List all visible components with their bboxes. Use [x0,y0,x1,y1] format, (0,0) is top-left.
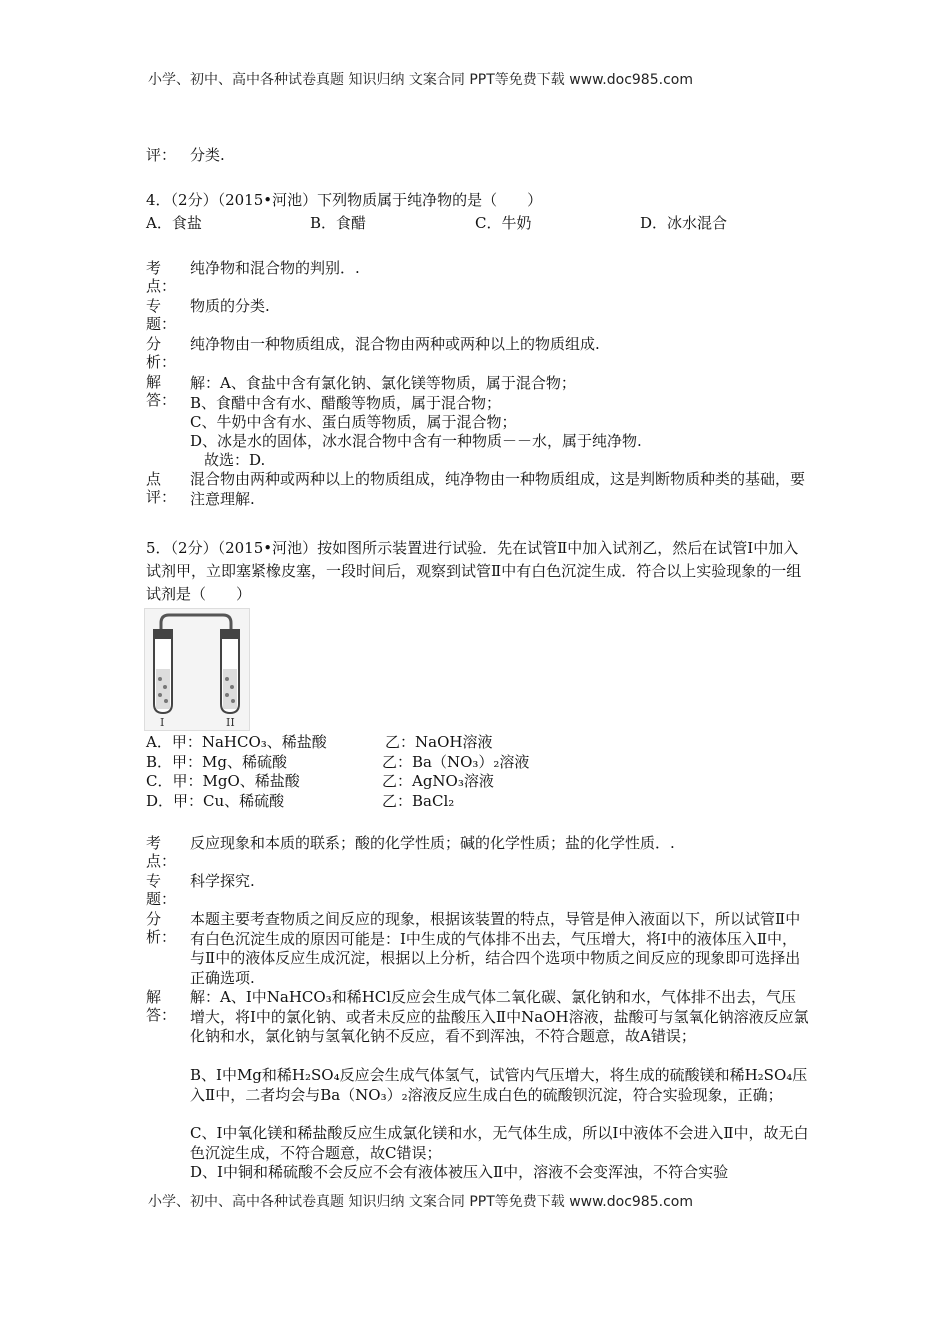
q5-jieda-b: B、Ⅰ中Mg和稀H₂SO₄反应会生成气体氢气，试管内气压增大，将生成的硫酸镁和稀H₂SO₄压入Ⅱ中，二者均会与Ba（NO₃）₂溶液反应生成白色的硫酸钡沉淀，符合实验现象，正确； [190,1066,808,1104]
q5-zhuanti-label: 专题： [146,872,177,908]
q5-jieda-c: C、Ⅰ中氧化镁和稀盐酸反应生成氯化镁和水，无气体生成，所以Ⅰ中液体不会进入Ⅱ中，故无白色沉淀生成，不符合题意，故C错误； [190,1124,809,1162]
q5-option-b-left: B．甲：Mg、稀硫酸 [146,753,287,771]
page-header: 小学、初中、高中各种试卷真题 知识归纳 文案合同 PPT等免费下载 www.doc985.com [148,72,693,88]
q4-option-d: D．冰水混合 [640,214,728,232]
q5-option-d-right: 乙：BaCl₂ [382,792,455,810]
prev-dianping-text: 分类. [190,146,225,164]
q5-fenxi: 本题主要考查物质之间反应的现象，根据该装置的特点，导管是伸入液面以下，所以试管Ⅱ中有白色沉淀生成的原因可能是：Ⅰ中生成的气体排不出去，气压增大，将Ⅰ中的液体压入Ⅱ中，与Ⅱ中的液体反应生成沉淀，根据以上分析，结合四个选项中物质之间反应的现象即可选择出正确选项. [190,910,801,987]
q4-jieda-line: D、冰是水的固体，冰水混合物中含有一种物质－－水，属于纯净物. [190,432,642,450]
q5-option-c-left: C．甲：MgO、稀盐酸 [146,772,300,790]
q4-jieda-line: C、牛奶中含有水、蛋白质等物质，属于混合物； [190,413,517,431]
q4-kaodian-label: 考点： [146,259,177,295]
q5-fenxi-label: 分析： [146,910,177,946]
q4-zhuanti-label: 专题： [146,297,177,333]
q4-dianping: 混合物由两种或两种以上的物质组成，纯净物由一种物质组成，这是判断物质种类的基础，要注意理解. [190,470,806,508]
q5-kaodian-label: 考点： [146,834,177,870]
q4-kaodian: 纯净物和混合物的判别．. [190,259,360,277]
q5-kaodian: 反应现象和本质的联系；酸的化学性质；碱的化学性质；盐的化学性质．. [190,834,675,852]
q4-option-a: A．食盐 [146,214,202,232]
q5-option-d-left: D．甲：Cu、稀硫酸 [146,792,285,810]
q4-option-c: C．牛奶 [475,214,532,232]
q5-option-a-right: 乙：NaOH溶液 [385,733,493,751]
q4-fenxi: 纯净物由一种物质组成，混合物由两种或两种以上的物质组成. [190,335,600,353]
page-footer: 小学、初中、高中各种试卷真题 知识归纳 文案合同 PPT等免费下载 www.doc985.com [148,1194,693,1210]
q4-fenxi-label: 分析： [146,335,177,371]
q4-zhuanti: 物质的分类. [190,297,270,315]
q5-option-b-right: 乙：Ba（NO₃）₂溶液 [382,753,530,771]
test-tube-diagram [145,609,249,730]
q5-option-c-right: 乙：AgNO₃溶液 [382,772,494,790]
q5-stem: 5．（2分）（2015•河池）按如图所示装置进行试验．先在试管Ⅱ中加入试剂乙，然后在试管Ⅰ中加入试剂甲，立即塞紧橡皮塞，一段时间后，观察到试管Ⅱ中有白色沉淀生成．符合以上实验现象的一组试剂是（ ） [146,539,802,603]
q4-dianping-label: 点评： [146,470,177,506]
q4-jieda-line: 解：A、食盐中含有氯化钠、氯化镁等物质，属于混合物； [190,374,576,392]
tube-label-2: II [226,716,235,729]
q4-option-b: B．食醋 [310,214,367,232]
q5-option-a-left: A．甲：NaHCO₃、稀盐酸 [146,733,327,751]
q5-jieda-label: 解答： [146,988,177,1024]
q5-jieda-a: 解：A、Ⅰ中NaHCO₃和稀HCl反应会生成气体二氧化碳、氯化钠和水，气体排不出去，气压增大，将Ⅰ中的氯化钠、或者未反应的盐酸压入Ⅱ中NaOH溶液，盐酸可与氢氧化钠溶液反应氯化钠和水，氯化钠与氢氧化钠不反应，看不到浑浊，不符合题意，故A错误； [190,988,809,1045]
q5-zhuanti: 科学探究. [190,872,255,890]
tube-label-1: I [160,716,165,729]
q4-stem: 4．（2分）（2015•河池）下列物质属于纯净物的是（ ） [146,191,543,209]
test-tube-apparatus-figure [144,608,250,731]
q4-jieda-line: B、食醋中含有水、醋酸等物质，属于混合物； [190,394,502,412]
q5-jieda-d: D、Ⅰ中铜和稀硫酸不会反应不会有液体被压入Ⅱ中，溶液不会变浑浊，不符合实验 [190,1163,729,1181]
q4-jieda-line: 故选：D. [204,451,266,469]
prev-dianping-label: 评： [146,146,177,164]
q4-jieda-label: 解答： [146,373,177,409]
